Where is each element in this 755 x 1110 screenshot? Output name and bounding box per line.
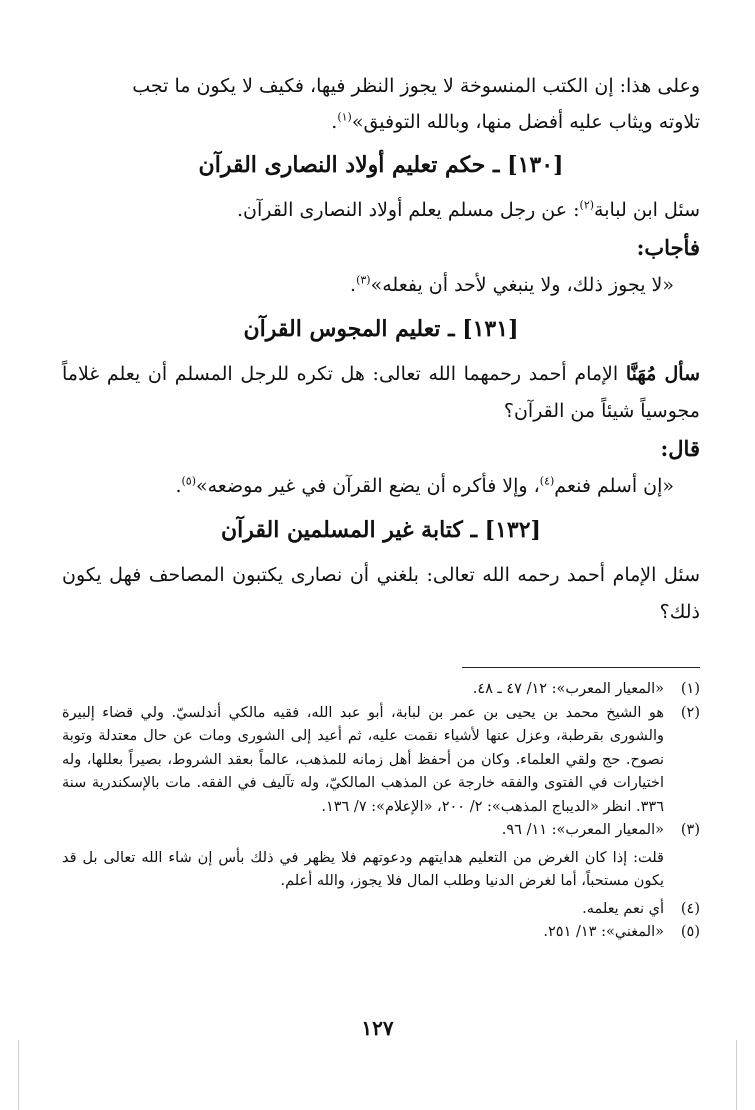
- question-132: سئل الإمام أحمد رحمه الله تعالى: بلغني أن نصارى يكتبون المصاحف فهل يكون ذلك؟: [62, 564, 700, 623]
- answer-label-130: فأجاب:: [636, 235, 700, 260]
- answer-label-131: قال:: [660, 436, 700, 461]
- page-number: ١٢٧: [361, 1016, 394, 1040]
- intro-line-2: تلاوته ويثاب عليه أفضل منها، وبالله التوفيق»$^{(١)}$.: [331, 110, 700, 133]
- footnote-4: (٤) أي نعم يعلمه.: [582, 900, 700, 917]
- section-heading-131: [١٣١] ـ تعليم المجوس القرآن: [243, 316, 519, 342]
- footnote-separator: [462, 667, 700, 668]
- footnote-2: (٢) هو الشيخ محمد بن يحيى بن عمر بن لبابة، أبو عبد الله، فقيه مالكي أندلسيّ. ولي قضاء إلبيرة والشورى بقرطبة، وعزل عنها لأشياء نقمت عليه، ثم أعيد إلى الشورى ومات عن حال معتدلة وتوبة نصوح. حج ولقي العلماء. وكان من أحفظ أهل زمانه للمذهب، عالماً بعقد الشروط، بصيراً بعللها، وله اختيارات في الفتوى والفقه خارجة عن المذهب المالكيّ، وله تآليف في الفقه. مات بالإسكندرية سنة ٣٣٦. انظر «الديباج المذهب»: ٢/ ٢٠٠، «الإعلام»: ٧/ ١٣٦.: [62, 704, 700, 815]
- page-body: [62, 68, 700, 945]
- footnote-1: (١) «المعيار المعرب»: ١٢/ ٤٧ ـ ٤٨.: [472, 681, 700, 697]
- footnote-5: (٥) «المغني»: ١٣/ ٢٥١.: [543, 924, 700, 940]
- footnote-ref-2[interactable]: (٢): [579, 198, 595, 212]
- section-heading-132: [١٣٢] ـ كتابة غير المسلمين القرآن: [221, 517, 541, 543]
- footnote-3-comment: قلت: إذا كان الغرض من التعليم هدايتهم ودعوتهم فلا يظهر في ذلك بأس إن شاء الله تعالى بل قد يكون مستحباً، أما لغرض الدنيا وطلب المال فلا يجوز، والله أعلم.: [62, 849, 664, 889]
- intro-line-1: وعلى هذا: إن الكتب المنسوخة لا يجوز النظر فيها، فكيف لا يكون ما تجب: [132, 75, 700, 97]
- answer-130: «لا يجوز ذلك، ولا ينبغي لأحد أن يفعله»$^{(٣)}$.: [350, 273, 674, 296]
- question-130: سئل ابن لبابة$^{(٢)}$: عن رجل مسلم يعلم أولاد النصارى القرآن.: [236, 198, 700, 221]
- footnote-ref-1[interactable]: (١): [337, 110, 352, 124]
- answer-131: «إن أسلم فنعم$^{(٤)}$، وإلا فأكره أن يضع القرآن في غير موضعه»$^{(٥)}$.: [175, 474, 674, 497]
- scan-edge-mark-right: [736, 1040, 737, 1110]
- footnotes: [62, 678, 700, 945]
- scan-edge-mark-left: [18, 1040, 19, 1110]
- footnote-3: (٣) «المعيار المعرب»: ١١/ ٩٦.: [501, 822, 700, 838]
- footnote-ref-4[interactable]: (٤): [539, 474, 555, 488]
- footnote-ref-3[interactable]: (٣): [356, 273, 371, 287]
- section-heading-130: [١٣٠] ـ حكم تعليم أولاد النصارى القرآن: [198, 152, 564, 178]
- question-131: سأل مُهَنَّا الإمام أحمد رحمهما الله تعالى: هل تكره للرجل المسلم أن يعلم غلاماً مجوسياً شيئاً من القرآن؟: [62, 363, 700, 422]
- footnote-ref-5[interactable]: (٥): [181, 474, 196, 488]
